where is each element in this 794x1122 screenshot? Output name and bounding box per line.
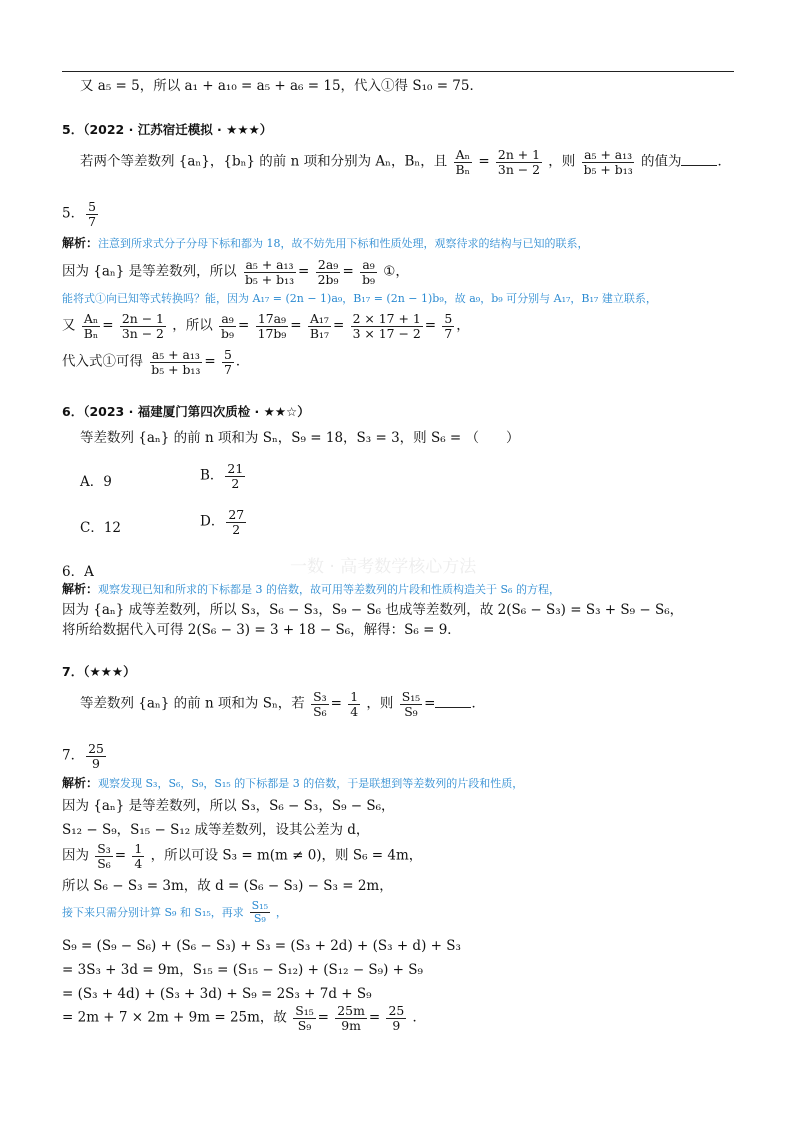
q5-blue-line: 能将式①向已知等式转换吗？能，因为 A₁₇ = (2n − 1)a₉，B₁₇ = (2n − 1)b₉，故 a₉，b₉ 可分别与 A₁₇，B₁₇ 建立联系， — [62, 292, 657, 305]
q7-line-7: = 3S₃ + 3d = 9m，S₁₅ = (S₁₅ − S₁₂) + (S₁₂ − S₉) + S₉ — [62, 962, 423, 978]
top-rule — [62, 71, 734, 72]
q5-expr-fraction: $\frac{2n + 1}{3n - 2}$ — [497, 147, 540, 177]
q5-heading: 5．（2022 · 江苏宿迁模拟 · ★★★） — [62, 122, 273, 137]
q6-option-d[interactable]: D． $\frac{27}{2}$ — [200, 507, 245, 537]
watermark: 一数 · 高考数学核心方法 — [290, 557, 477, 577]
answer-blank[interactable] — [435, 695, 471, 708]
q7-line-3: 因为 $\frac{\text{S₃}}{\text{S₆}}$ = $\frac{1}{4}$ ，所以可设 S₃ = m(m ≠ 0)，则 S₆ = 4m， — [62, 841, 423, 871]
q6-option-b[interactable]: B． $\frac{21}{2}$ — [200, 461, 244, 491]
q6-option-c[interactable]: C．12 — [80, 520, 122, 536]
q5-line-a: 因为 {aₙ} 是等差数列，所以 $\frac{\text{a₅ + a₁₃}}{\text{b₅ + b₁₃}}$ = $\frac{\text{2a₉}}{\text{2b₉}}$ = $\frac{\text{a₉}}{\text{b₉}}$ ①， — [62, 257, 409, 287]
q6-line-a: 因为 {aₙ} 成等差数列，所以 S₃，S₆ − S₃，S₉ − S₆ 也成等差数列，故 2(S₆ − S₃) = S₃ + S₉ − S₆， — [62, 602, 684, 618]
q5-target-fraction: $\frac{\text{a₅ + a₁₃}}{\text{b₅ + b₁₃}}$ — [583, 147, 633, 177]
q5-ratio-fraction: $\frac{\text{Aₙ}}{\text{Bₙ}}$ — [455, 147, 471, 177]
q5-line-c: 代入式①可得 $\frac{\text{a₅ + a₁₃}}{\text{b₅ + b₁₃}}$ = $\frac{5}{7}$ ． — [62, 347, 250, 377]
q5-stem-post: 的值为 — [640, 153, 682, 170]
carryover-line: 又 a₅ = 5，所以 a₁ + a₁₀ = a₅ + a₆ = 15，代入①得 S₁₀ = 75． — [80, 78, 483, 94]
q5-stem: 若两个等差数列 {aₙ}，{bₙ} 的前 n 项和分别为 Aₙ，Bₙ，且 $\frac{\text{Aₙ}}{\text{Bₙ}}$ = $\frac{2n + 1}{3n - 2}$ ，则 $\frac{\text{a₅ + a₁₃}}{\text{b₅ + b₁₃}}$ 的值为 ． — [80, 147, 731, 177]
q6-option-a[interactable]: A．9 — [80, 474, 112, 490]
q5-analysis-tip: 注意到所求式分子分母下标和都为 18，故不妨先用下标和性质处理，观察待求的结构与已知的联系， — [98, 237, 589, 250]
q7-line-6: S₉ = (S₉ − S₆) + (S₆ − S₃) + S₃ = (S₃ + 2d) + (S₃ + d) + S₃ — [62, 938, 461, 954]
q5-eq: = — [478, 153, 490, 170]
answer-blank[interactable] — [681, 153, 717, 166]
q7-line-1: 因为 {aₙ} 是等差数列，所以 S₃，S₆ − S₃，S₉ − S₆， — [62, 798, 395, 814]
q5-line-b: 又 $\frac{\text{Aₙ}}{\text{Bₙ}}$ = $\frac{2n - 1}{3n - 2}$ ，所以 $\frac{\text{a₉}}{\text{b₉}}$ = $\frac{\text{17a₉}}{\text{17b₉}}$ = $\frac{\text{A₁₇}}{\text{B₁₇}}$ = $\frac{2 \times 17 + 1}{3 \times 17 - 2}$ = $\frac{5}{7}$ ， — [62, 311, 470, 341]
analysis-label: 解析： — [62, 236, 99, 250]
q7-line-8: = (S₃ + 4d) + (S₃ + 3d) + S₉ = 2S₃ + 7d + S₉ — [62, 986, 372, 1002]
q7-heading: 7．（★★★） — [62, 664, 136, 679]
q6-answer: 6．A — [62, 564, 94, 580]
q5-stem-pre: 若两个等差数列 {aₙ}，{bₙ} 的前 n 项和分别为 Aₙ，Bₙ，且 — [80, 153, 448, 170]
q7-line-5: 接下来只需分别计算 S₉ 和 S₁₅，再求 $\frac{\text{S₁₅}}{\text{S₉}}$ ， — [62, 899, 287, 926]
q6-analysis: 解析：观察发现已知和所求的下标都是 3 的倍数，故可用等差数列的片段和性质构造关于 S₆ 的方程， — [62, 582, 560, 596]
q7-analysis: 解析：观察发现 S₃，S₆，S₉，S₁₅ 的下标都是 3 的倍数，于是联想到等差数列的片段和性质， — [62, 776, 524, 790]
q5-analysis — [62, 236, 589, 250]
q6-line-b: 将所给数据代入可得 2(S₆ − 3) = 3 + 18 − S₆，解得：S₆ = 9． — [62, 622, 461, 638]
q7-line-2: S₁₂ − S₉，S₁₅ − S₁₂ 成等差数列，设其公差为 d， — [62, 822, 370, 838]
q7-answer: 7． $\frac{25}{9}$ — [62, 741, 104, 771]
q5-stem-mid: ，则 — [548, 153, 576, 170]
q7-line-4: 所以 S₆ − S₃ = 3m，故 d = (S₆ − S₃) − S₃ = 2m， — [62, 878, 393, 894]
q5-answer-fraction: $\frac{5}{7}$ — [88, 199, 96, 229]
q6-stem: 等差数列 {aₙ} 的前 n 项和为 Sₙ，S₉ = 18，S₃ = 3，则 S₆ = （ ） — [80, 430, 520, 446]
q6-heading: 6．（2023 · 福建厦门第四次质检 · ★★☆） — [62, 404, 310, 419]
q7-line-9: = 2m + 7 × 2m + 9m = 25m，故 $\frac{\text{S₁₅}}{\text{S₉}}$ = $\frac{25m}{9m}$ = $\frac{25}{9}$ ． — [62, 1003, 427, 1033]
q7-stem: 等差数列 {aₙ} 的前 n 项和为 Sₙ，若 $\frac{\text{S₃}}{\text{S₆}}$ = $\frac{1}{4}$ ，则 $\frac{\text{S₁₅}}{\text{S₉}}$ = ． — [80, 689, 485, 719]
q5-answer: 5． $\frac{5}{7}$ — [62, 199, 96, 229]
